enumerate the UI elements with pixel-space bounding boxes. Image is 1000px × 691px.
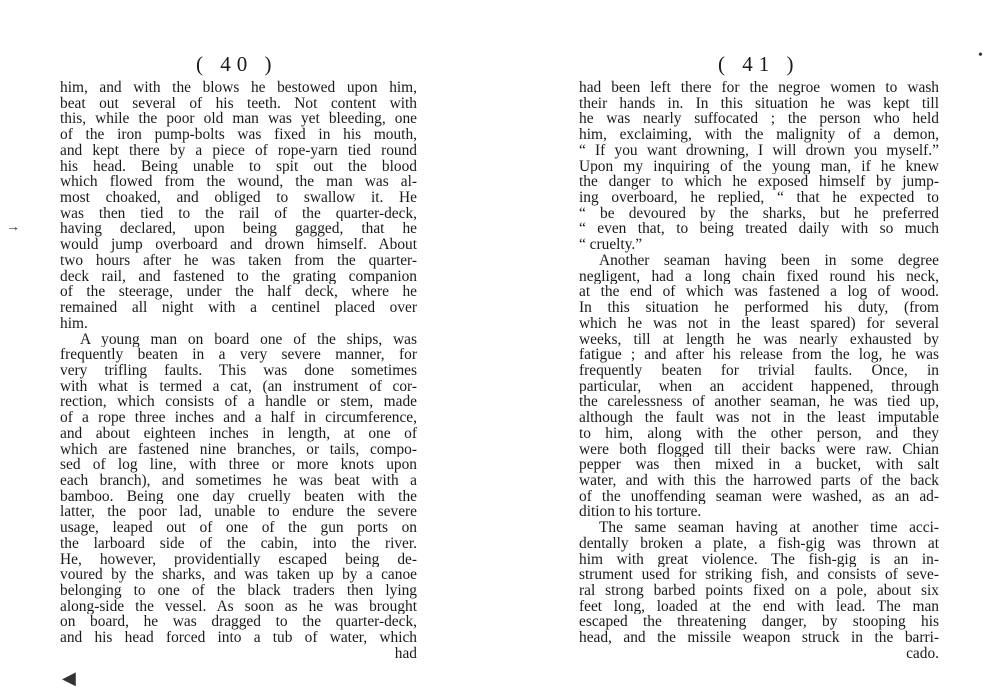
text-line: of the iron pump-bolts was fixed in his mouth, [60, 127, 417, 143]
text-line: the danger to which he exposed himself by jump- [579, 174, 939, 191]
text-line: each branch), and sometimes he was beat with a [60, 472, 417, 489]
text-line: was then tied to the rail of the quarter-deck, [60, 205, 417, 222]
text-line: particular, when an accident happened, through [579, 378, 939, 395]
text-line: negligent, had a long chain fixed round his neck, [579, 268, 939, 285]
text-line: the carelessness of another seaman, he was tied up, [579, 394, 939, 411]
text-line: A young man on board one of the ships, was [80, 331, 417, 348]
text-line: him, exclaiming, with the malignity of a demon, [579, 127, 939, 143]
text-line: and about eighteen inches in length, at one of [60, 425, 417, 442]
text-line: were both flogged till their backs were raw. Chian [579, 441, 939, 458]
text-line: of the steerage, under the half deck, where he [60, 284, 417, 301]
text-line: water, and with this the harrowed parts of the back [579, 472, 939, 489]
text-line: at the end of which was fastened a log of wood. [579, 284, 939, 301]
text-line: him with great violence. The fish-gig is an in- [579, 551, 939, 568]
text-line: would jump overboard and drown himself. About [60, 237, 417, 253]
right-page [500, 0, 1000, 691]
margin-mark-icon: → [6, 220, 20, 235]
text-line: which flowed from the wound, the man was al- [60, 174, 417, 191]
text-line: “ be devoured by the sharks, but he preferred [579, 205, 939, 222]
text-line: beat out several of his teeth. Not content with [60, 95, 417, 112]
text-line: belonging to one of the black traders then lying [60, 583, 417, 599]
page-number-right: ( 41 ) [718, 52, 800, 76]
text-line: which are fastened nine branches, or tails, compo- [60, 441, 417, 458]
text-line: “ cruelty.” [579, 237, 643, 253]
text-line: He, however, providentially escaped being de- [60, 551, 417, 568]
text-line: Another seaman having been in some degree [599, 252, 939, 269]
text-line: he was nearly suffocated ; the person who held [579, 111, 939, 128]
margin-mark-icon: • [978, 48, 983, 63]
text-line: frequently beaten in a very severe manner, for [60, 347, 417, 363]
text-line: usage, leaped out of one of the gun ports on [60, 520, 417, 536]
text-line: the larboard side of the cabin, into the river. [60, 535, 417, 552]
text-line: voured by the sharks, and was taken up by a canoe [60, 567, 417, 583]
text-line: and kept there by a piece of rope-yarn tied round [60, 142, 417, 159]
text-line: with what is termed a cat, (an instrument of cor- [60, 378, 417, 395]
text-line: head, and the missile weapon struck in the barri- [579, 630, 939, 646]
text-line: two hours after he was taken from the quarter- [60, 252, 417, 269]
text-line: frequently beaten for trivial faults. Once, in [579, 362, 939, 379]
text-line: to him, along with the other person, and they [579, 425, 939, 442]
text-line: feet long, loaded at the end with lead. The man [579, 598, 939, 615]
text-line: latter, the poor lad, unable to endure the severe [60, 504, 417, 521]
text-line: ral strong barbed points fixed on a pole, about six [579, 583, 939, 599]
text-line: having declared, upon being gagged, that he [60, 221, 417, 238]
text-line: escaped the threatening danger, by stooping his [579, 614, 939, 631]
text-line: his head. Being unable to spit out the blood [60, 158, 417, 175]
text-line: which he was not in the least spared) for several [579, 315, 939, 332]
text-line: dition to his torture. [579, 504, 702, 521]
right-page-text [579, 80, 939, 662]
text-line: him. [60, 315, 88, 332]
text-line: their hands in. In this situation he was kept till [579, 95, 939, 112]
text-line: pepper was then mixed in a bucket, with salt [579, 457, 939, 473]
text-line: on board, he was dragged to the quarter-deck, [60, 614, 417, 631]
text-line: “ even that, to being treated daily with so much [579, 221, 939, 238]
text-line: bamboo. Being one day cruelly beaten with the [60, 488, 417, 505]
text-line: remained all night with a centinel placed over [60, 300, 417, 316]
text-line: although the fault was not in the least imputable [579, 410, 939, 426]
text-line: ing overboard, he replied, “ that he expected to [579, 190, 939, 206]
text-line: fatigue ; and after his release from the log, he was [579, 347, 939, 363]
text-line: strument used for striking fish, and consists of seve- [579, 567, 939, 583]
margin-arrow-icon: ◀ [62, 668, 76, 688]
catchword: cado. [906, 645, 939, 662]
text-line: dentally broken a plate, a fish-gig was thrown at [579, 535, 939, 552]
left-page-text [60, 80, 417, 662]
text-line: him, and with the blows he bestowed upon him, [60, 80, 417, 96]
text-line: most choaked, and obliged to swallow it. He [60, 190, 417, 206]
text-line: The same seaman having at another time acci- [599, 520, 939, 536]
text-line: In this situation he performed his duty, (from [579, 300, 939, 316]
text-line: rection, which consists of a handle or stem, made [60, 394, 417, 411]
text-line: Upon my inquiring of the young man, if he knew [579, 158, 939, 175]
text-line: sed of log line, with three or more knots upon [60, 457, 417, 473]
text-line: “ If you want drowning, I will drown you myself.” [579, 142, 939, 159]
catchword: had [394, 645, 417, 662]
page-number-left: ( 40 ) [196, 52, 278, 76]
text-line: very trifling faults. This was done sometimes [60, 362, 417, 379]
text-line: of the unoffending seaman were washed, as an ad- [579, 488, 939, 505]
text-line: of a rope three inches and a half in circumference, [60, 410, 417, 426]
text-line: this, while the poor old man was yet bleeding, one [60, 111, 417, 128]
text-line: weeks, till at length he was nearly exhausted by [579, 331, 939, 348]
text-line: had been left there for the negroe women to wash [579, 80, 939, 96]
text-line: deck rail, and fastened to the grating companion [60, 268, 417, 285]
text-line: along-side the vessel. As soon as he was brought [60, 598, 417, 615]
text-line: and his head forced into a tub of water, which [60, 630, 417, 646]
